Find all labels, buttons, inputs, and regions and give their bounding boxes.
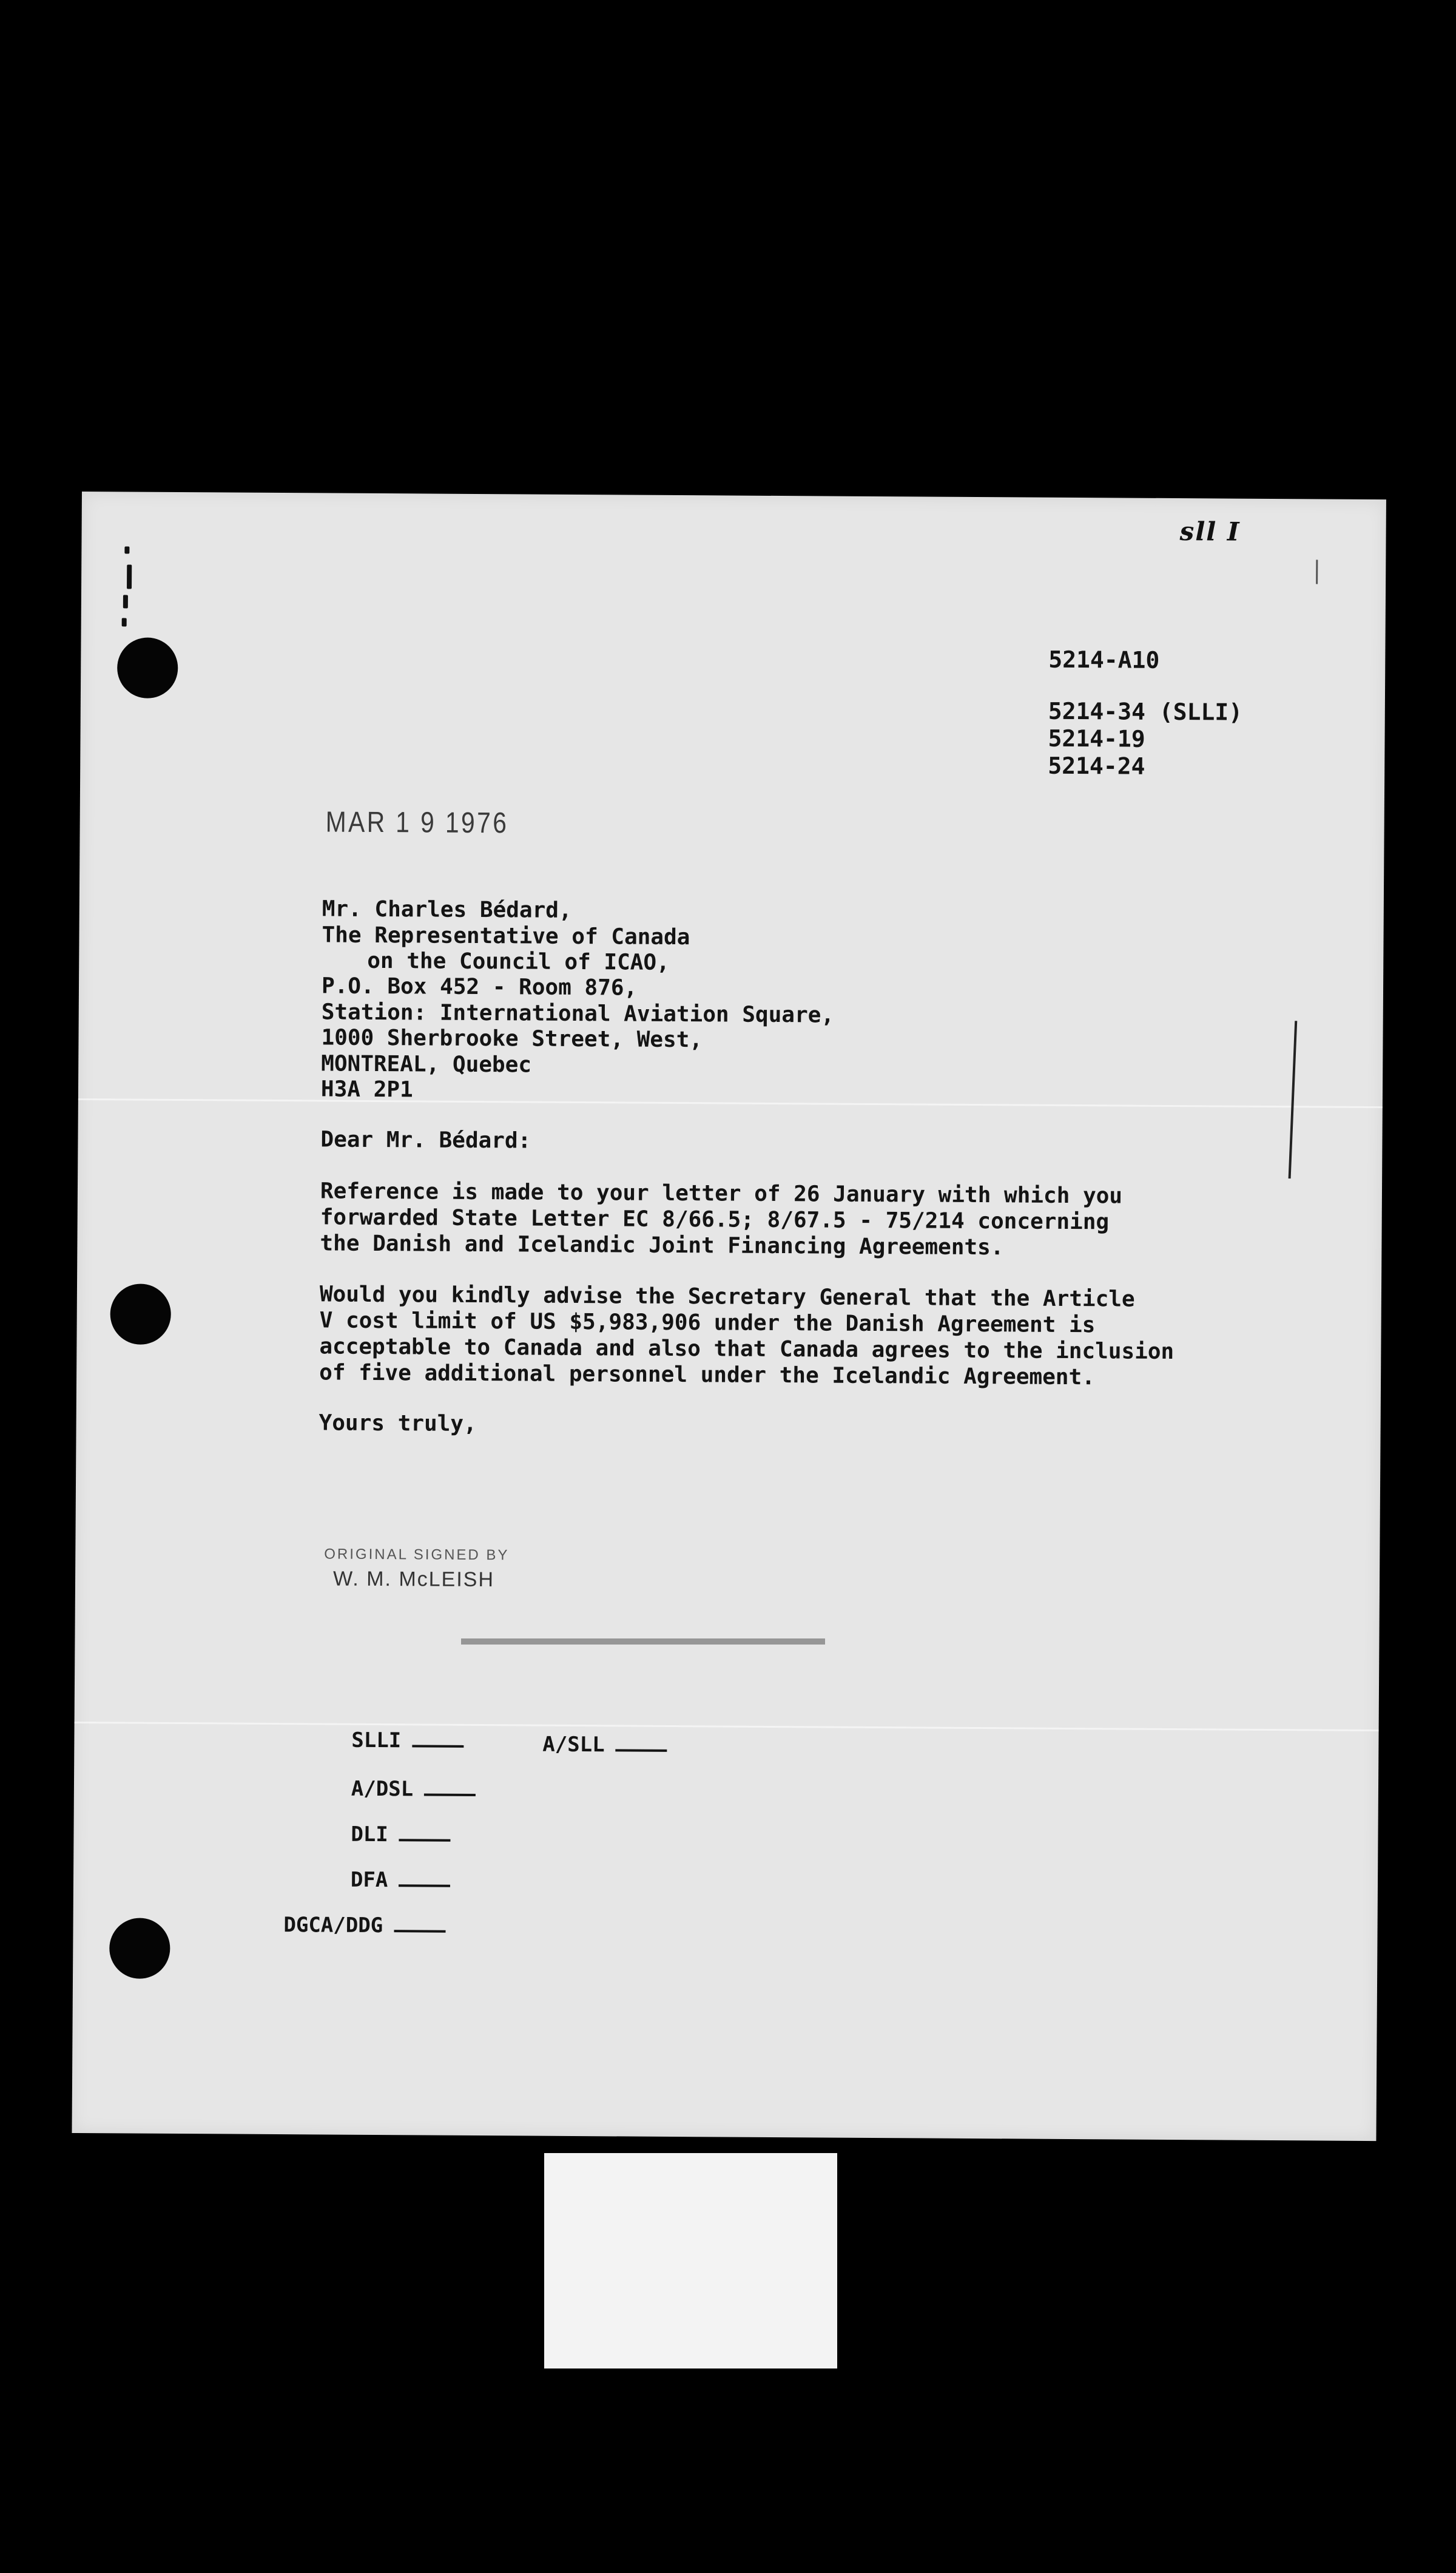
reference-number: 5214-24 — [1048, 752, 1145, 780]
routing-dgca-ddg — [234, 1888, 445, 1963]
letter-page — [72, 492, 1386, 2141]
paragraph-line: forwarded State Letter EC 8/66.5; 8/67.5 - 75/214 concerning — [320, 1205, 1110, 1235]
punch-hole-bottom — [109, 1918, 170, 1979]
address-line: P.O. Box 452 - Room 876, — [321, 973, 638, 1001]
paragraph-line: Reference is made to your letter of 26 January with which you — [320, 1178, 1123, 1209]
routing-label: DGCA/DDG — [283, 1913, 383, 1938]
signature-name: W. M. McLEISH — [332, 1567, 495, 1592]
initial-line — [399, 1884, 450, 1887]
paragraph-line: acceptable to Canada and also that Canada agrees to the inclusion — [319, 1334, 1175, 1365]
initial-line — [424, 1793, 476, 1796]
fold-crease — [78, 1098, 1383, 1108]
initial-line — [394, 1930, 445, 1933]
reference-number: 5214-19 — [1048, 725, 1145, 752]
paragraph-line: V cost limit of US $5,983,906 under the Danish Agreement is — [319, 1308, 1096, 1338]
punch-hole-middle — [110, 1283, 171, 1345]
paragraph-line: the Danish and Icelandic Joint Financing Agreements. — [320, 1231, 1004, 1260]
signature-label: ORIGINAL SIGNED BY — [324, 1546, 510, 1564]
reference-number: 5214-34 (SLLI) — [1048, 697, 1243, 726]
routing-label: DFA — [350, 1867, 388, 1893]
margin-pen-line — [1289, 1021, 1298, 1178]
address-line: MONTREAL, Quebec — [321, 1051, 532, 1078]
blank-card — [544, 2153, 837, 2368]
initial-line — [616, 1749, 667, 1752]
address-line: 1000 Sherbrooke Street, West, — [321, 1025, 703, 1053]
salutation: Dear Mr. Bédard: — [320, 1127, 531, 1154]
punch-hole-top — [117, 637, 178, 698]
routing-label: SLLI — [351, 1728, 402, 1753]
page-edge-shadow — [461, 1638, 825, 1645]
margin-tick — [1316, 560, 1318, 584]
address-line: Station: International Aviation Square, — [321, 999, 835, 1028]
paper-specks — [121, 546, 136, 637]
handwritten-note: sll I — [1179, 516, 1241, 547]
address-line: on the Council of ICAO, — [367, 948, 670, 975]
initial-line — [412, 1745, 463, 1748]
fold-crease — [75, 1722, 1379, 1731]
initial-line — [399, 1839, 451, 1842]
reference-number: 5214-A10 — [1048, 646, 1160, 674]
routing-a-sll — [493, 1708, 667, 1782]
date-stamp: MAR 1 9 1976 — [325, 806, 509, 840]
address-line: H3A 2P1 — [320, 1077, 413, 1103]
address-line: The Representative of Canada — [322, 922, 690, 950]
address-line: Mr. Charles Bédard, — [322, 896, 572, 923]
paragraph-line: of five additional personnel under the Icelandic Agreement. — [319, 1360, 1096, 1390]
paragraph-line: Would you kindly advise the Secretary General that the Article — [319, 1282, 1135, 1312]
routing-label: DLI — [351, 1822, 388, 1847]
routing-label: A/SLL — [542, 1732, 605, 1757]
routing-label: A/DSL — [351, 1776, 414, 1802]
closing: Yours truly, — [318, 1410, 477, 1437]
